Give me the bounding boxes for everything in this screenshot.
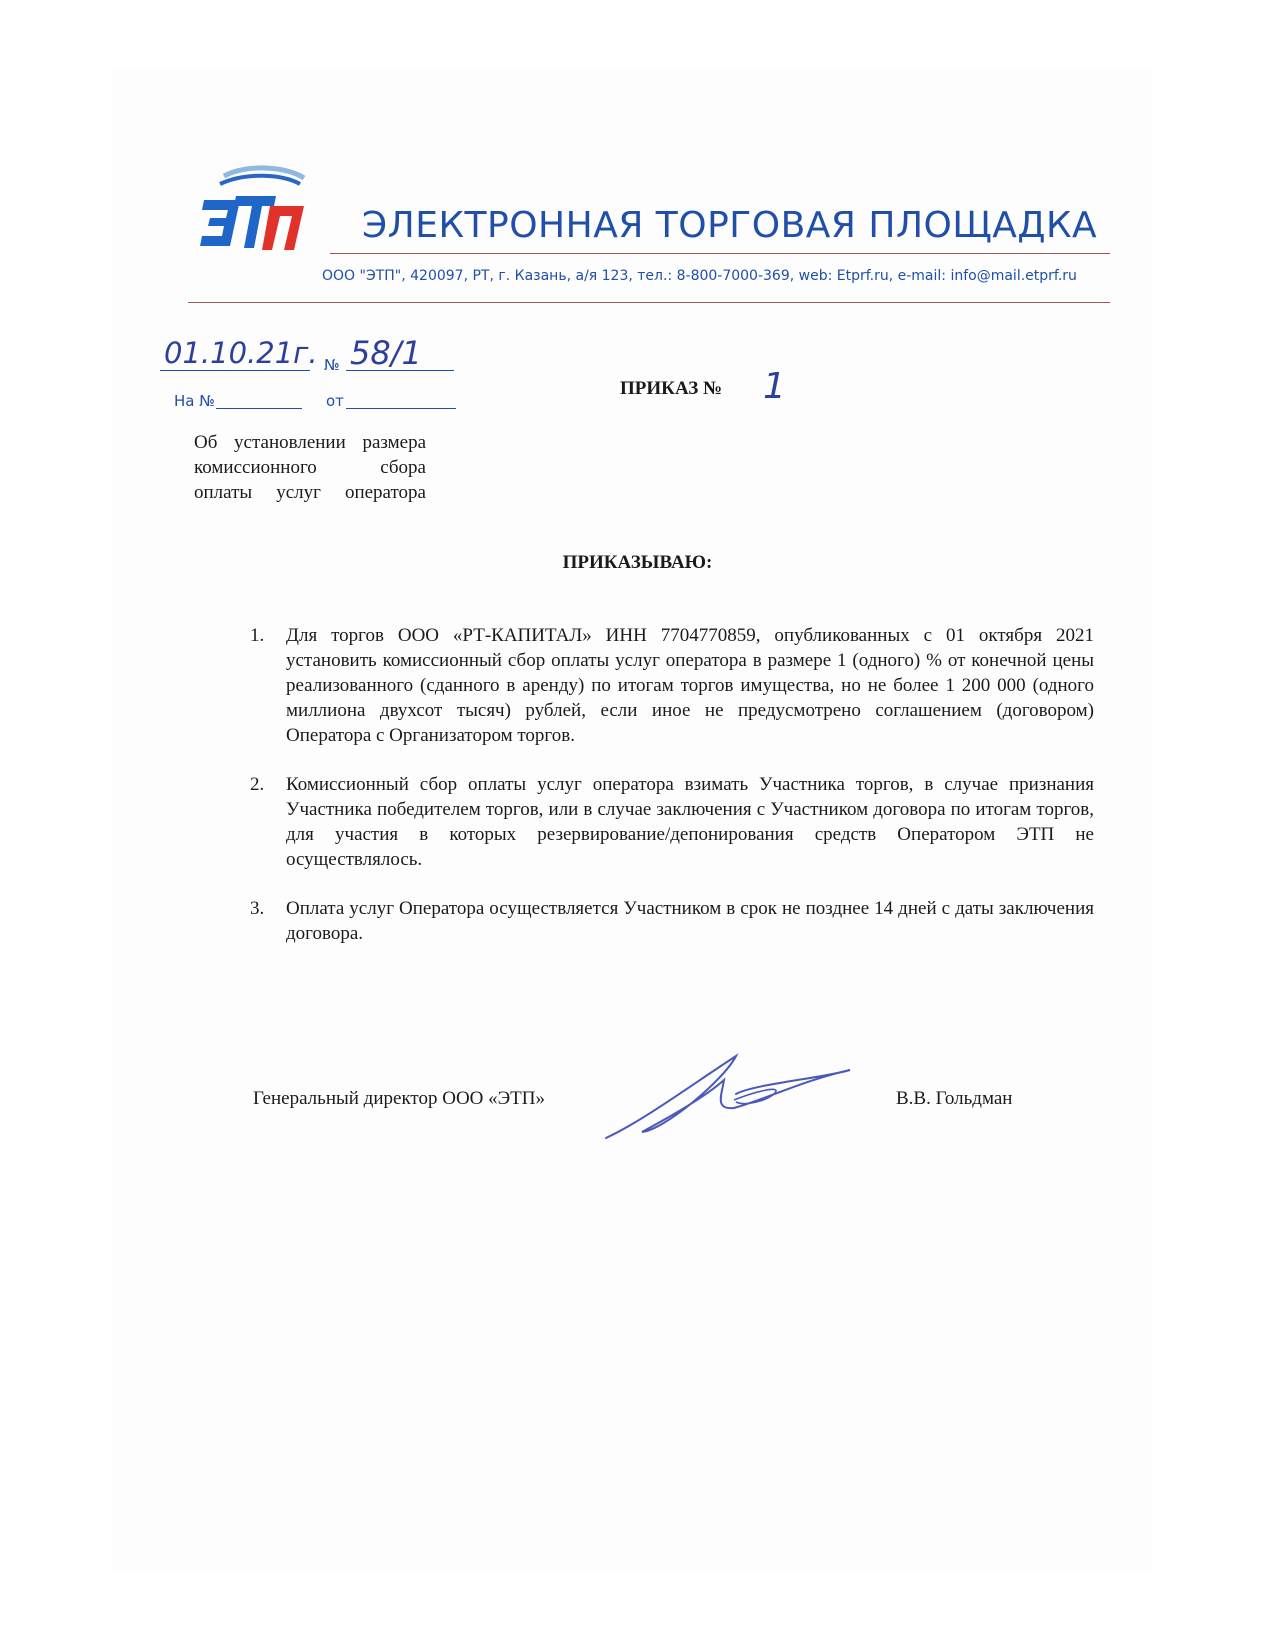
reference-date-blank (346, 408, 456, 409)
item-number: 2. (250, 774, 265, 795)
reference-from-label: от (326, 392, 344, 410)
signatory-position: Генеральный директор ООО «ЭТП» (253, 1088, 546, 1109)
handwritten-signature (604, 1050, 854, 1140)
item-number: 1. (250, 625, 265, 646)
item-number: 3. (250, 898, 265, 919)
registration-number-label: № (324, 356, 340, 374)
reference-number-blank (216, 408, 302, 409)
org-title: ЭЛЕКТРОННАЯ ТОРГОВАЯ ПЛОЩАДКА (362, 205, 1098, 246)
registration-date: 01.10.21г. (164, 336, 318, 370)
number-underline (346, 370, 454, 371)
item-text: Для торгов ООО «РТ-КАПИТАЛ» ИНН 7704770859, опубликованных с 01 октября 2021 установить комиссионный сбор оплаты услуг оператора в размере 1 (одного) % от конечной цены реализованного (сданного в аренду) по итогам торгов имущества, но не более 1 200 000 (одного миллиона двухсот тысяч) рублей, если иное не предусмотрено соглашением (договором) Оператора с Организатором торгов. (286, 625, 1094, 746)
item-text: Оплата услуг Оператора осуществляется Участником в срок не позднее 14 дней с даты заключения договора. (286, 898, 1094, 944)
order-item (250, 623, 1094, 748)
order-items (250, 623, 1094, 970)
item-text: Комиссионный сбор оплаты услуг оператора взимать Участника торгов, в случае признания Участника победителем торгов, или в случае заключения с Участником договора по итогам торгов, для участия в которых резервирование/депонирования средств Оператором ЭТП не осуществлялось. (286, 774, 1094, 870)
decree-heading: ПРИКАЗЫВАЮ: (562, 552, 713, 573)
registration-number: 58/1 (350, 334, 422, 372)
reference-number-label: На № (174, 392, 215, 410)
date-underline (160, 370, 310, 371)
document-subject: Об установлении размера комиссионного сбора оплаты услуг оператора (194, 432, 426, 503)
header-rule-top (330, 253, 1110, 254)
order-number: 1 (763, 366, 786, 407)
order-item (250, 896, 1094, 946)
header-rule-bottom (188, 302, 1110, 303)
order-title: ПРИКАЗ № (620, 378, 723, 399)
org-contacts: ООО "ЭТП", 420097, РТ, г. Казань, а/я 123, тел.: 8-800-7000-369, web: Etprf.ru, e-mail: info@mail.etprf.ru (322, 268, 1077, 284)
signatory-name: В.В. Гольдман (896, 1088, 1013, 1109)
order-item (250, 772, 1094, 872)
etp-logo (196, 162, 308, 254)
